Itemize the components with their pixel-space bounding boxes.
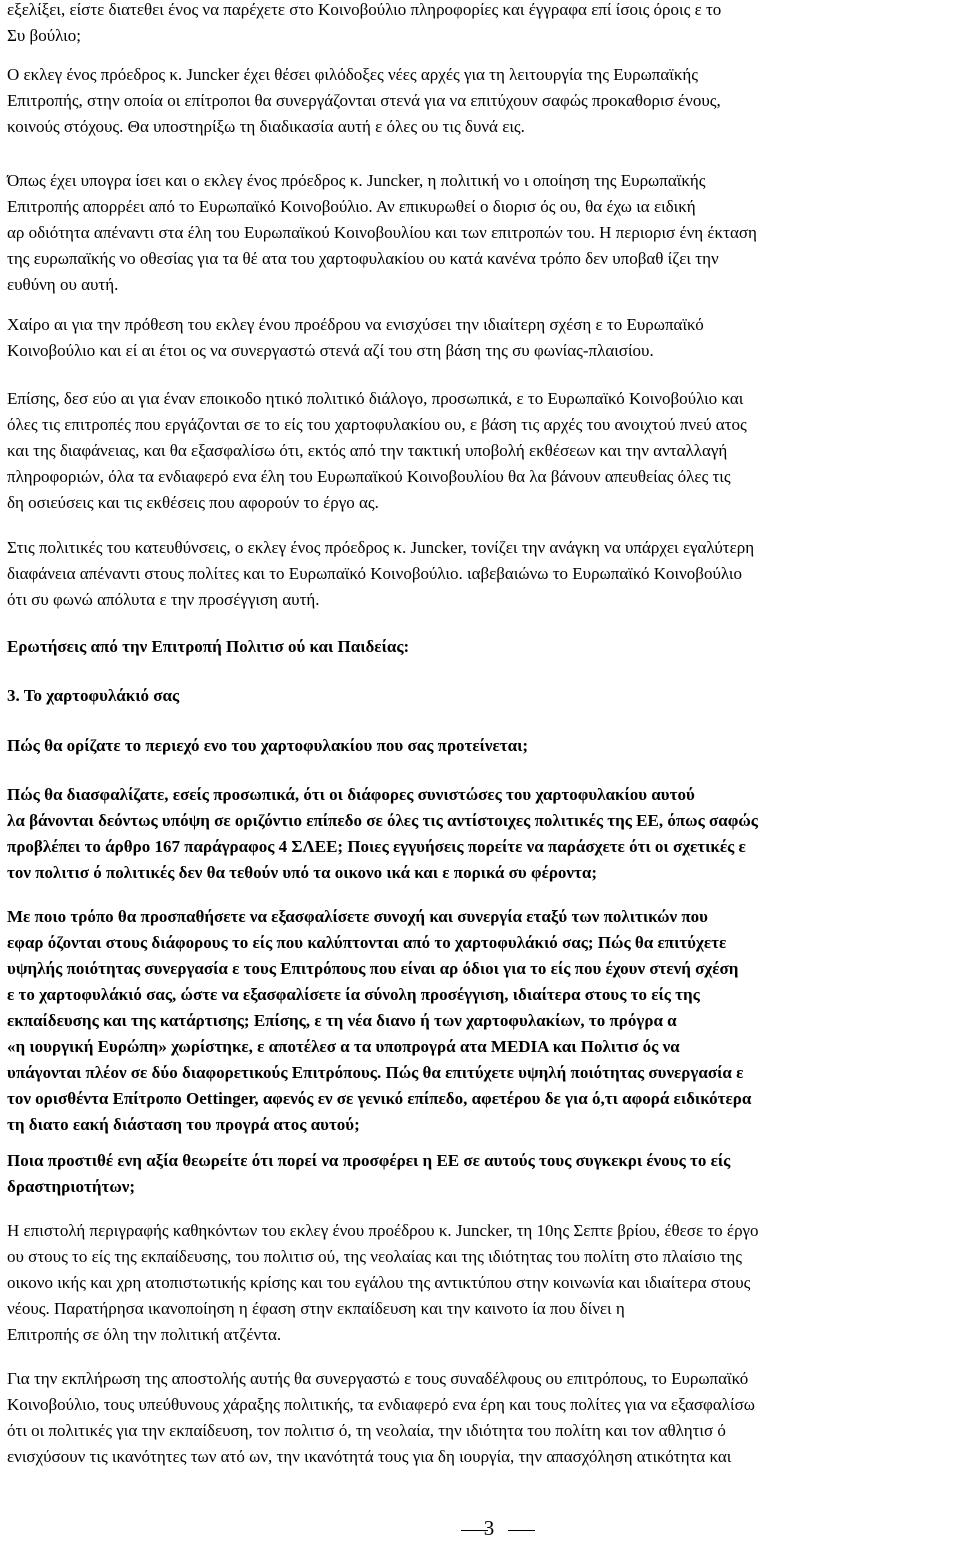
text-line: Επιτροπής, στην οποία οι επίτροποι θα συνεργάζονται στενά για να επιτύχουν σαφώς προκαθορισ ένους, (7, 91, 721, 110)
paragraph-6 (7, 535, 754, 613)
text-line: τη διατο εακή διάσταση του προγρά ατος αυτού; (7, 1115, 360, 1134)
text-line: Στις πολιτικές του κατευθύνσεις, ο εκλεγ ένος πρόεδρος κ. Juncker, τονίζει την ανάγκη να υπάρχει εγαλύτερη (7, 538, 755, 557)
text-line: ου στους το είς της εκπαίδευσης, του πολιτισ ού, της νεολαίας και της ιδιότητας του πολίτη στο πλαίσιο της (7, 1247, 743, 1266)
text-line: Όπως έχει υπογρα ίσει και ο εκλεγ ένος πρόεδρος κ. Juncker, η πολιτική νο ι οποίηση της Ευρωπαϊκής (7, 171, 706, 190)
text-line: ότι συ φωνώ απόλυτα ε την προσέγγιση αυτή. (7, 590, 320, 609)
text-line: Κοινοβούλιο και εί αι έτοι ος να συνεργαστώ στενά αζί του στη βάση της συ φωνίας-πλαισίου. (7, 341, 654, 360)
text-line: Η επιστολή περιγραφής καθηκόντων του εκλεγ ένου προέδρου κ. Juncker, τη 10ης Σεπτε βρίου, έθεσε το έργο (7, 1221, 759, 1240)
text-line: Χαίρο αι για την πρόθεση του εκλεγ ένου προέδρου να ενισχύσει την ιδιαίτερη σχέση ε το Ευρωπαϊκό (7, 315, 704, 334)
text-line: τον ορισθέντα Επίτροπο Oettinger, αφενός εν σε γενικό επίπεδο, αφετέρου δε για ό,τι αφορά ειδικότερα (7, 1089, 752, 1108)
text-line: λα βάνονται δεόντως υπόψη σε οριζόντιο επίπεδο σε όλες τις αντίστοιχες πολιτικές της ΕΕ, όπως σαφώς (7, 811, 758, 830)
paragraph-2 (7, 62, 721, 140)
text-line: τον πολιτισ ό πολιτικές δεν θα τεθούν υπό τα οικονο ικά και ε πορικά συ φέροντα; (7, 863, 598, 882)
text-line: «η ιουργική Ευρώπη» χωρίστηκε, ε αποτέλεσ α τα υποπρογρά ατα MEDIA και Πολιτισ ός να (7, 1037, 680, 1056)
text-line: Επιτροπής σε όλη την πολιτική ατζέντα. (7, 1325, 282, 1344)
text-line: υπάγονται πλέον σε δύο διαφορετικούς Επιτρόπους. Πώς θα επιτύχετε υψηλή ποιότητας συνεργασία ε (7, 1063, 744, 1082)
text-line: οικονο ικής και χρη ατοπιστωτικής κρίσης και του εγάλου της αντικτύπου στην κοινωνία και ιδιαίτερα στους (7, 1273, 751, 1292)
paragraph-answer-2 (7, 1366, 755, 1470)
paragraph-answer-1 (7, 1218, 759, 1348)
question-4 (7, 1148, 730, 1200)
text-line: Ποια προστιθέ ενη αξία θεωρείτε ότι πορεί να προσφέρει η ΕΕ σε αυτούς τους συγκεκρι ένους το είς (7, 1151, 731, 1170)
text-line: κοινούς στόχους. Θα υποστηρίξω τη διαδικασία αυτή ε όλες ου τις δυνά εις. (7, 117, 525, 136)
text-line: εκπαίδευσης και της κατάρτισης; Επίσης, ε τη νέα διανο ή των χαρτοφυλακίων, το πρόγρα α (7, 1011, 677, 1030)
text-line: ευθύνη ου αυτή. (7, 275, 119, 294)
text-line: αρ οδιότητα απέναντι στα έλη του Ευρωπαϊκού Κοινοβουλίου και των επιτροπών του. Η περιορισ ένη έκταση (7, 223, 757, 242)
paragraph-3 (7, 168, 757, 298)
text-line: προβλέπει το άρθρο 167 παράγραφος 4 ΣΛΕΕ; Ποιες εγγυήσεις πορείτε να παράσχετε ότι οι σχετικές ε (7, 837, 746, 856)
question-2 (7, 782, 758, 886)
text-line: ότι οι πολιτικές για την εκπαίδευση, τον πολιτισ ό, τη νεολαία, την ιδιότητα του πολίτη και τον αθλητισ ό (7, 1421, 726, 1440)
text-line: νέους. Παρατήρησα ικανοποίηση η έφαση στην εκπαίδευση και την καινοτο ία που δίνει η (7, 1299, 625, 1318)
text-line: και της διαφάνειας, και θα εξασφαλίσω ότι, εκτός από την τακτική υποβολή εκθέσεων και την ανταλλαγή (7, 441, 728, 460)
text-line: Κοινοβούλιο, τους υπεύθυνους χάραξης πολιτικής, τα ενδιαφερό ενα έρη και τους πολίτες για να εξασφαλίσω (7, 1395, 755, 1414)
page-number: 3 (483, 1516, 495, 1540)
text-line: Πώς θα διασφαλίζατε, εσείς προσωπικά, ότι οι διάφορες συνιστώσες του χαρτοφυλακίου αυτού (7, 785, 695, 804)
section-heading (7, 634, 409, 660)
paragraph-5 (7, 386, 747, 516)
text-line: ενισχύσουν τις ικανότητες των ατό ων, την ικανότητά τους για δη ιουργία, την απασχόληση ατικότητα και (7, 1447, 732, 1466)
text-line: 3. Το χαρτοφυλάκιό σας (7, 686, 180, 705)
text-line: της ευρωπαϊκής νο οθεσίας για τα θέ ατα του χαρτοφυλακίου ου κατά κανένα τρόπο δεν υποβαθ ίζει την (7, 249, 719, 268)
text-line: διαφάνεια απέναντι στους πολίτες και το Ευρωπαϊκό Κοινοβούλιο. ιαβεβαιώνω το Ευρωπαϊκό Κοινοβούλιο (7, 564, 742, 583)
text-line: εφαρ όζονται στους διάφορους το είς που καλύπτονται από το χαρτοφυλάκιό σας; Πώς θα επιτύχετε (7, 933, 727, 952)
text-line: Ο εκλεγ ένος πρόεδρος κ. Juncker έχει θέσει φιλόδοξες νέες αρχές για τη λειτουργία της Ευρωπαϊκής (7, 65, 699, 84)
text-line: υψηλής ποιότητας συνεργασία ε τους Επιτρόπους που είναι αρ όδιοι για το είς που έχουν στενή σχέση (7, 959, 739, 978)
text-line: Επίσης, δεσ εύο αι για έναν εποικοδο ητικό πολιτικό διάλογο, προσωπικά, ε το Ευρωπαϊκό Κοινοβούλιο και (7, 389, 744, 408)
text-line: Πώς θα ορίζατε το περιεχό ενο του χαρτοφυλακίου που σας προτείνεται; (7, 736, 529, 755)
paragraph-4 (7, 312, 704, 364)
question-3 (7, 904, 751, 1138)
text-line: Συ βούλιο; (7, 26, 81, 45)
text-line: Για την εκπλήρωση της αποστολής αυτής θα συνεργαστώ ε τους συναδέλφους ου επιτρόπους, το Ευρωπαϊκό (7, 1369, 749, 1388)
paragraph-1 (7, 0, 721, 49)
text-line: δη οσιεύσεις και τις εκθέσεις που αφορούν το έργο ας. (7, 493, 379, 512)
text-line: Ερωτήσεις από την Επιτροπή Πολιτισ ού και Παιδείας: (7, 637, 410, 656)
text-line: πληροφοριών, όλα τα ενδιαφερό ενα έλη του Ευρωπαϊκού Κοινοβουλίου θα λα βάνουν απευθείας όλες τις (7, 467, 731, 486)
text-line: όλες τις επιτροπές που εργάζονται σε το είς του χαρτοφυλακίου ου, ε βάση τις αρχές του ανοιχτού πνεύ ατος (7, 415, 747, 434)
text-line: δραστηριοτήτων; (7, 1177, 136, 1196)
footer-rule-right (508, 1530, 535, 1531)
question-1 (7, 733, 528, 759)
text-line: Με ποιο τρόπο θα προσπαθήσετε να εξασφαλίσετε συνοχή και συνεργία εταξύ των πολιτικών που (7, 907, 709, 926)
text-line: εξελίξει, είστε διατεθει ένος να παρέχετε στο Κοινοβούλιο πληροφορίες και έγγραφα επί ίσοις όροις ε το (7, 0, 722, 19)
subsection-heading (7, 683, 179, 709)
text-line: Επιτροπής απορρέει από το Ευρωπαϊκό Κοινοβούλιο. Αν επικυρωθεί ο διορισ ός ου, θα έχω ια ειδική (7, 197, 696, 216)
text-line: ε το χαρτοφυλάκιό σας, ώστε να εξασφαλίσετε ία σύνολη προσέγγιση, ιδιαίτερα στους το είς της (7, 985, 700, 1004)
